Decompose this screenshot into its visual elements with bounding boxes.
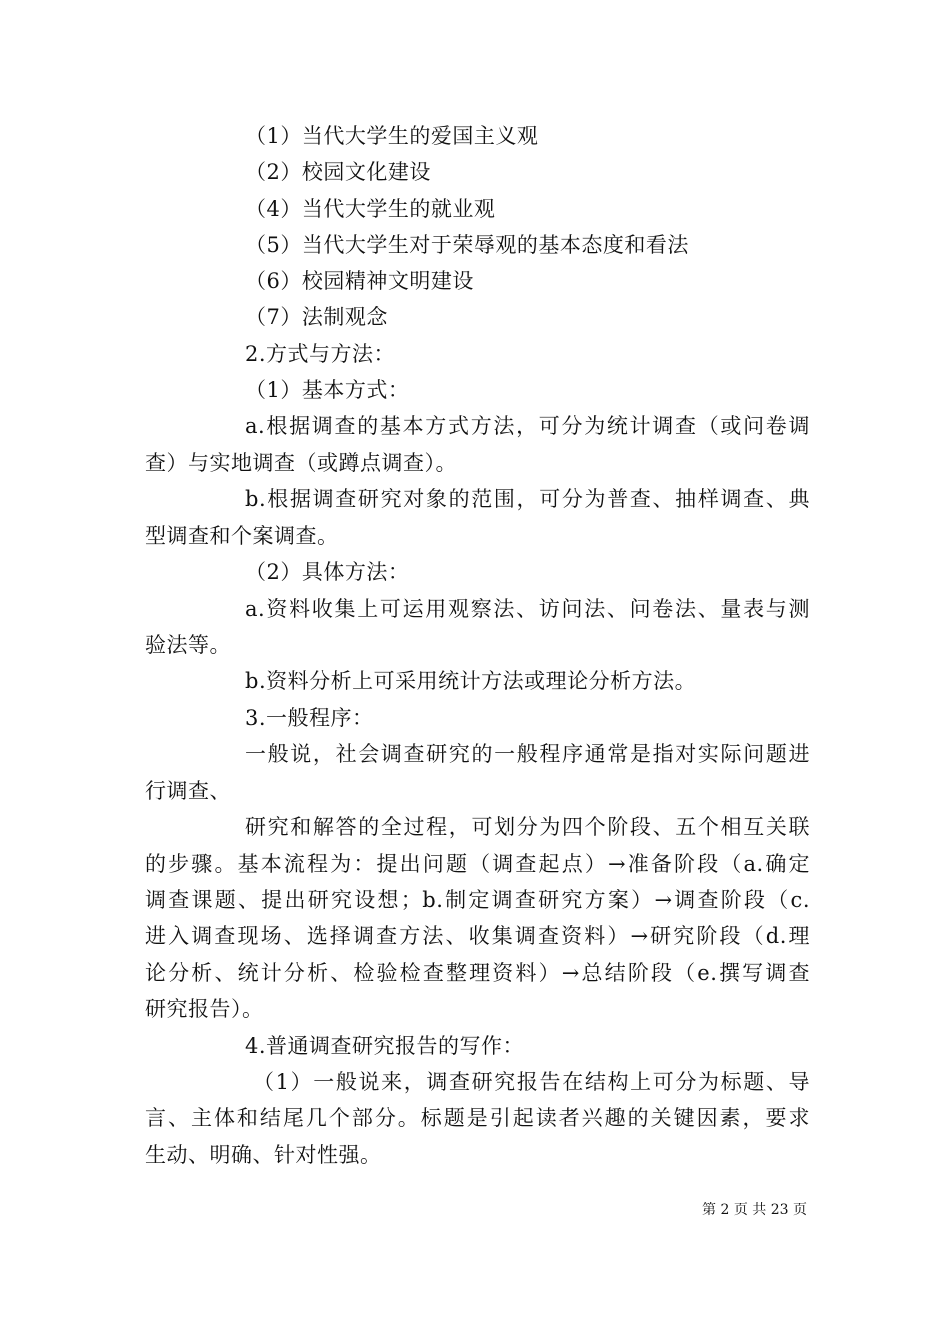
section-heading-procedure: 3.一般程序： — [245, 706, 374, 730]
paragraph-line: 查）与实地调查（或蹲点调查）。 — [145, 451, 457, 475]
section-heading-report-writing: 4.普通调查研究报告的写作： — [245, 1034, 525, 1058]
list-item-campus-culture: （2）校园文化建设 — [245, 160, 431, 184]
paragraph-line: a.根据调查的基本方式方法，可分为统计调查（或问卷调 — [245, 414, 810, 438]
paragraph-line: 研究和解答的全过程，可划分为四个阶段、五个相互关联 — [245, 815, 810, 839]
paragraph-line: 论分析、统计分析、检验检查整理资料）→总结阶段（e.撰写调查 — [145, 961, 810, 985]
list-item-legal-concept: （7）法制观念 — [245, 305, 388, 329]
paragraph-line: a.资料收集上可运用观察法、访问法、问卷法、量表与测 — [245, 597, 810, 621]
paragraph-line: （1）一般说来，调查研究报告在结构上可分为标题、导 — [253, 1070, 810, 1094]
paragraph-line: 研究报告）。 — [145, 997, 264, 1021]
paragraph-line: 生动、明确、针对性强。 — [145, 1143, 382, 1167]
list-item-patriotism: （1）当代大学生的爱国主义观 — [245, 124, 539, 148]
paragraph-line: b.根据调查研究对象的范围，可分为普查、抽样调查、典 — [245, 487, 810, 511]
page-number-footer: 第 2 页 共 23 页 — [702, 1202, 807, 1218]
list-item-employment: （4）当代大学生的就业观 — [245, 197, 496, 221]
list-item-spiritual-civilization: （6）校园精神文明建设 — [245, 269, 474, 293]
paragraph-line: 进入调查现场、选择调查方法、收集调查资料）→研究阶段（d.理 — [145, 924, 810, 948]
paragraph-line: 的步骤。基本流程为：提出问题（调查起点）→准备阶段（a.确定 — [145, 852, 810, 876]
paragraph-line: 行调查、 — [145, 779, 231, 803]
paragraph-line: b.资料分析上可采用统计方法或理论分析方法。 — [245, 669, 697, 693]
paragraph-line: 型调查和个案调查。 — [145, 524, 339, 548]
list-item-honor-disgrace: （5）当代大学生对于荣辱观的基本态度和看法 — [245, 233, 689, 257]
paragraph-line: 验法等。 — [145, 633, 231, 657]
paragraph-line: 言、主体和结尾几个部分。标题是引起读者兴趣的关键因素，要求 — [145, 1106, 810, 1130]
section-heading-methods: 2.方式与方法： — [245, 342, 396, 366]
paragraph-line: 一般说，社会调查研究的一般程序通常是指对实际问题进 — [245, 742, 810, 766]
paragraph-line: 调查课题、提出研究设想；b.制定调查研究方案）→调查阶段（c. — [145, 888, 810, 912]
subheading-specific-methods: （2）具体方法： — [245, 560, 410, 584]
subheading-basic-methods: （1）基本方式： — [245, 378, 410, 402]
